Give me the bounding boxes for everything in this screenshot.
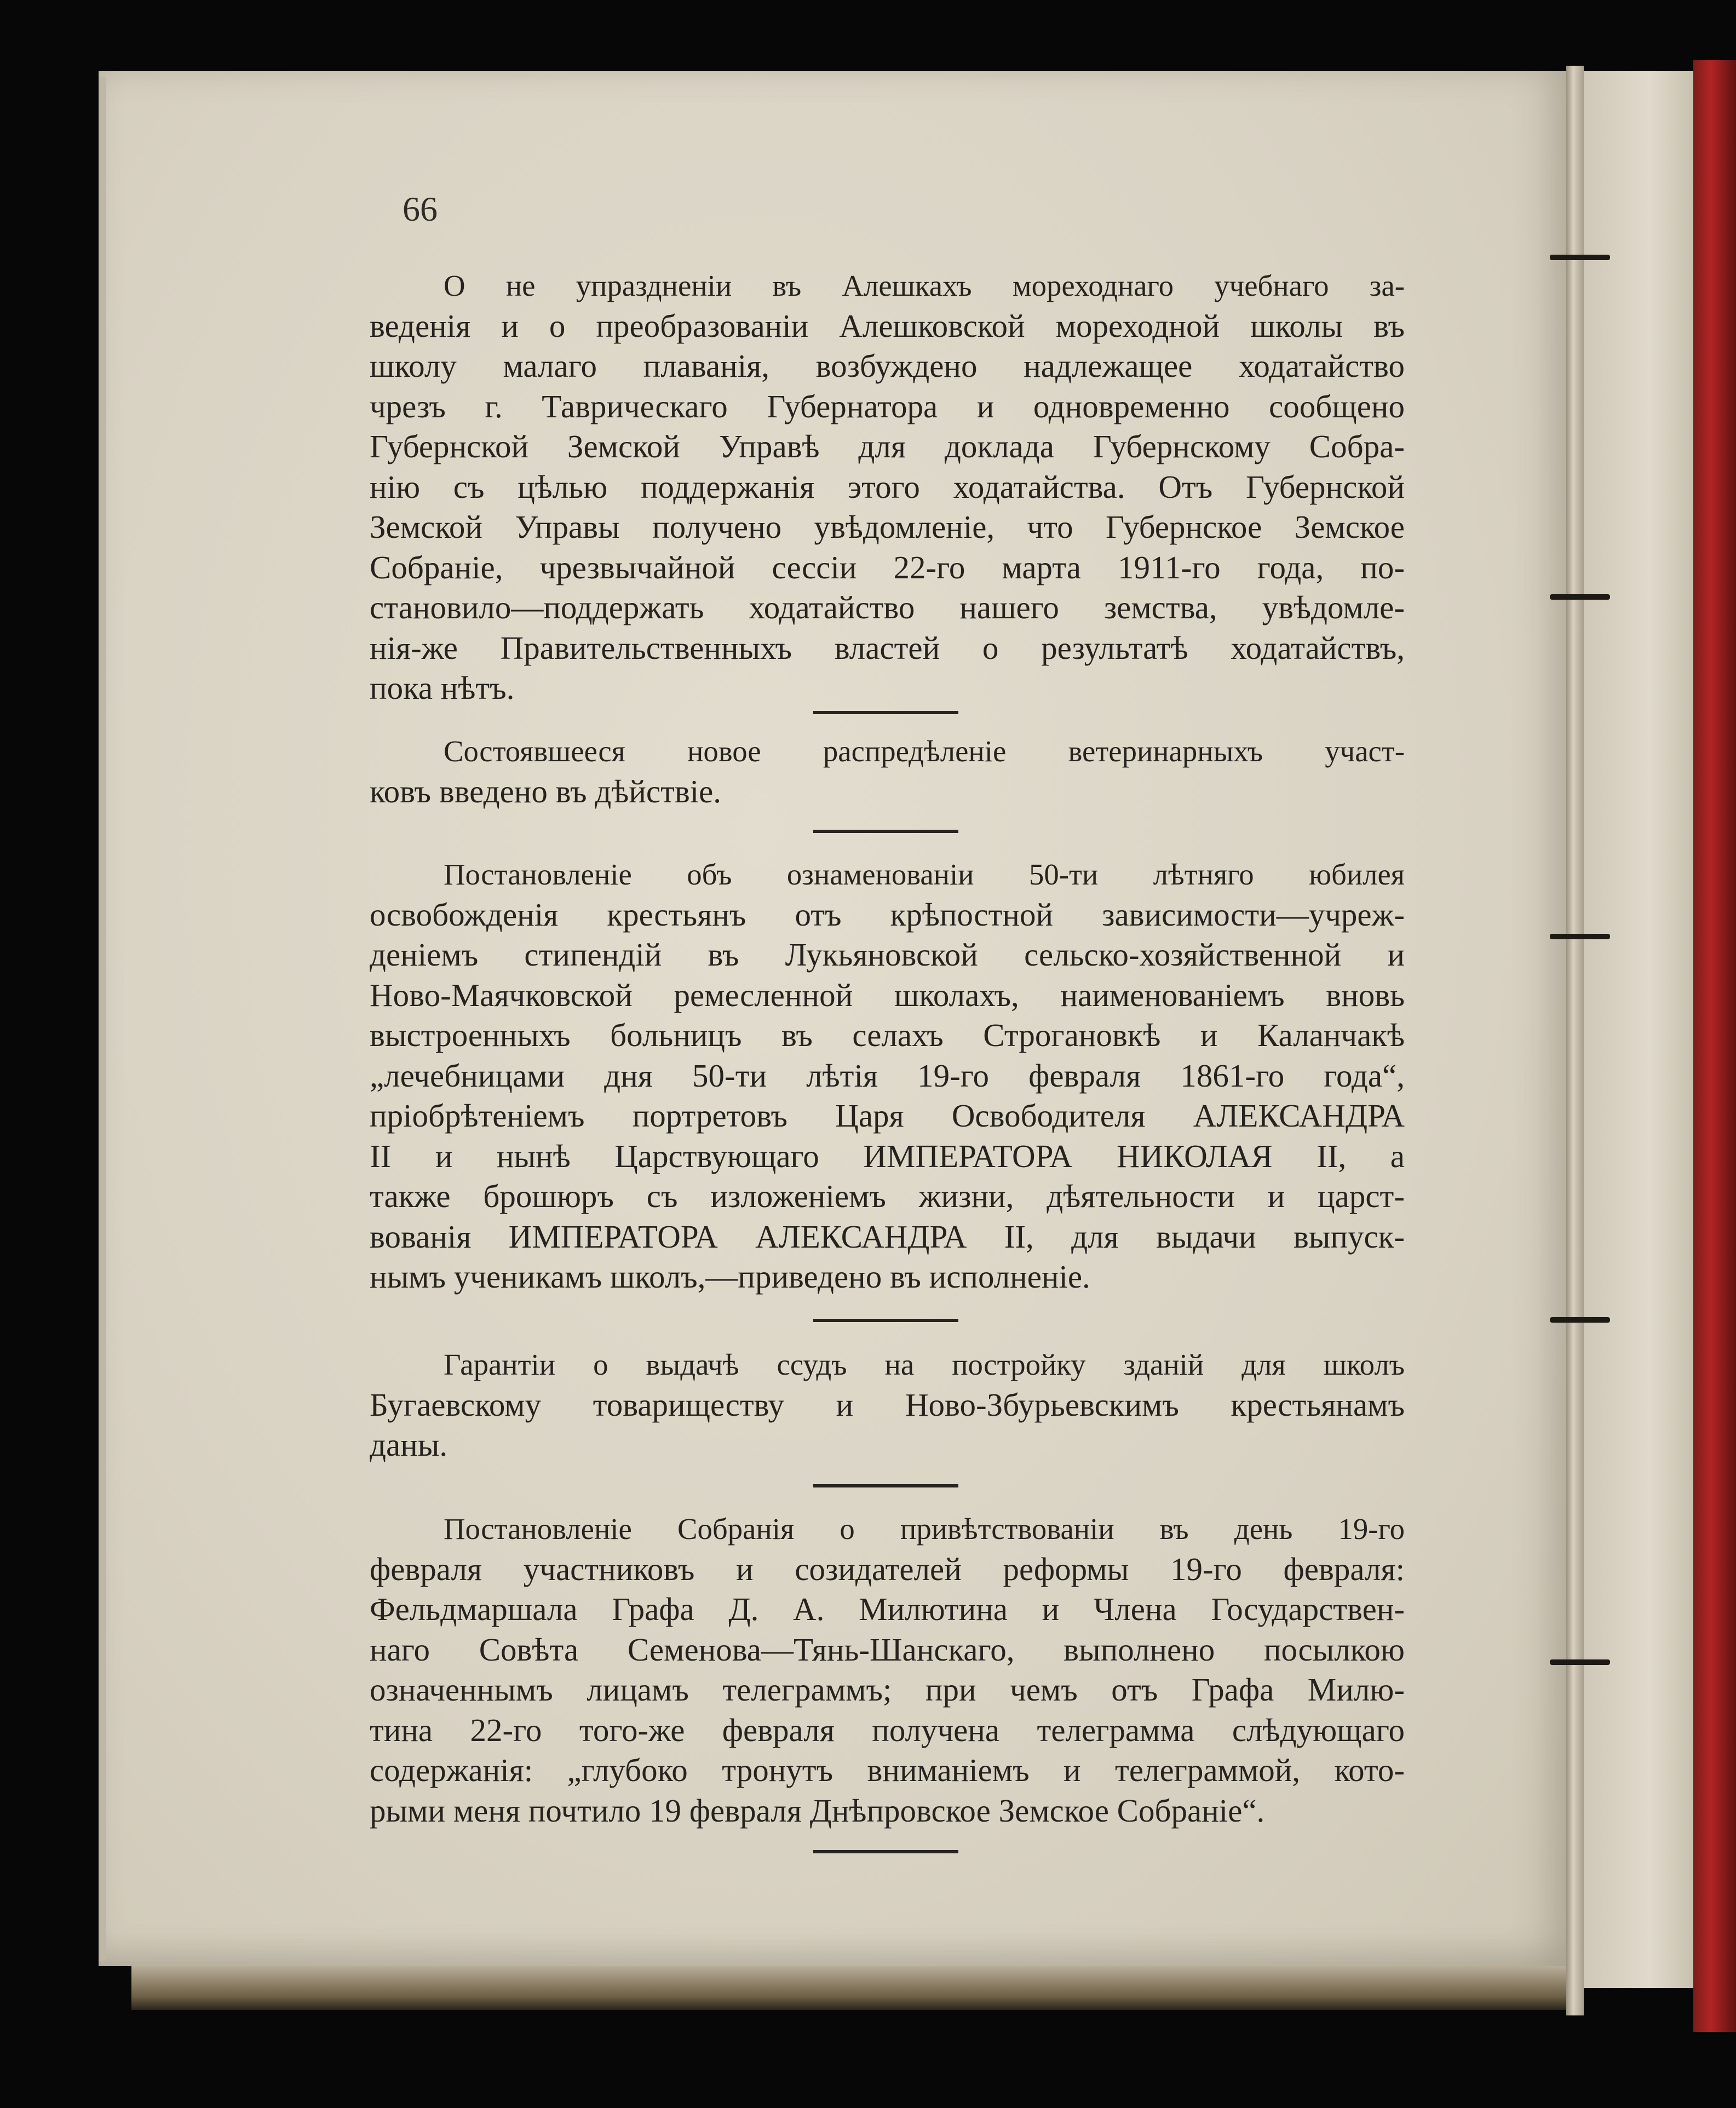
- text-line: февраля участниковъ и созидателей реформы 19-го февраля:: [370, 1550, 1405, 1587]
- text-line: Состоявшееся новое распредѣленіе ветеринарныхъ участ-: [444, 734, 1405, 768]
- text-line: Бугаевскому товариществу и Ново-Збурьевскимъ крестьянамъ: [370, 1386, 1405, 1423]
- text-line: Земской Управы получено увѣдомленіе, что Губернское Земское: [370, 509, 1405, 545]
- text-line: Губернской Земской Управѣ для доклада Губернскому Собра-: [370, 428, 1405, 464]
- text-line: Ново-Маячковской ремесленной школахъ, наименованіемъ вновь: [370, 977, 1405, 1013]
- page-number: 66: [403, 189, 438, 228]
- text-line: пріобрѣтеніемъ портретовъ Царя Освободителя АЛЕКСАНДРА: [370, 1098, 1405, 1134]
- text-line: II и нынѣ Царствующаго ИМПЕРАТОРА НИКОЛАЯ II, а: [370, 1138, 1405, 1174]
- text-line: нымъ ученикамъ школъ,—приведено въ исполненіе.: [370, 1259, 1090, 1295]
- text-line: пока нѣтъ.: [370, 670, 515, 706]
- page-edge: [99, 77, 106, 1961]
- text-line: нію съ цѣлью поддержанія этого ходатайства. Отъ Губернской: [370, 468, 1405, 505]
- paragraph-jubilee: [370, 854, 1405, 1297]
- binding-stitch: [1550, 934, 1610, 939]
- text-line: также брошюръ съ изложеніемъ жизни, дѣятельности и царст-: [370, 1178, 1405, 1214]
- text-line: ковъ введено въ дѣйствіе.: [370, 773, 722, 809]
- red-cover-edge: [1693, 60, 1736, 2032]
- binding-stitch: [1550, 1317, 1610, 1323]
- section-divider: [813, 711, 958, 714]
- text-line: веденія и о преобразованіи Алешковской мореходной школы въ: [370, 307, 1405, 344]
- text-line: Постановленіе Собранія о привѣтствованіи въ день 19-го: [444, 1512, 1405, 1546]
- book-spine: [1566, 66, 1584, 2015]
- paragraph-loans: [370, 1345, 1405, 1466]
- binding-stitch: [1550, 255, 1610, 260]
- paragraph-veterinary: [370, 731, 1405, 812]
- text-line: деніемъ стипендій въ Лукьяновской сельско-хозяйственной и: [370, 937, 1405, 973]
- paragraph-greetings: [370, 1509, 1405, 1831]
- text-line: тина 22-го того-же февраля получена телеграмма слѣдующаго: [370, 1711, 1405, 1748]
- text-line: выстроенныхъ больницъ въ селахъ Строгановкѣ и Каланчакѣ: [370, 1017, 1405, 1053]
- text-line: становило—поддержать ходатайство нашего земства, увѣдомле-: [370, 589, 1405, 625]
- paragraph-school-petition: [370, 266, 1405, 709]
- text-line: рыми меня почтило 19 февраля Днѣпровское Земское Собраніе“.: [370, 1792, 1265, 1829]
- text-line: нія-же Правительственныхъ властей о результатѣ ходатайствъ,: [370, 629, 1405, 666]
- text-line: наго Совѣта Семенова—Тянь-Шанскаго, выполнено посылкою: [370, 1631, 1405, 1668]
- text-line: О не упраздненіи въ Алешкахъ мореходнаго учебнаго за-: [444, 269, 1405, 302]
- binding-stitch: [1550, 1659, 1610, 1665]
- section-divider: [813, 1319, 958, 1322]
- text-line: содержанія: „глубоко тронутъ вниманіемъ и телеграммой, кото-: [370, 1752, 1405, 1788]
- text-line: школу малаго плаванія, возбуждено надлежащее ходатайство: [370, 348, 1405, 384]
- text-line: означеннымъ лицамъ телеграммъ; при чемъ отъ Графа Милю-: [370, 1672, 1405, 1708]
- text-line: Фельдмаршала Графа Д. А. Милютина и Члена Государствен-: [370, 1591, 1405, 1627]
- text-line: чрезъ г. Таврическаго Губернатора и одновременно сообщено: [370, 388, 1405, 424]
- text-line: „лечебницами дня 50-ти лѣтія 19-го февраля 1861-го года“,: [370, 1057, 1405, 1094]
- text-line: даны.: [370, 1427, 448, 1463]
- right-page-sliver: [1584, 71, 1693, 1988]
- text-line: вованія ИМПЕРАТОРА АЛЕКСАНДРА II, для выдачи выпуск-: [370, 1218, 1405, 1255]
- section-divider: [813, 1850, 958, 1853]
- text-line: Собраніе, чрезвычайной сессіи 22-го марта 1911-го года, по-: [370, 549, 1405, 585]
- text-line: Постановленіе объ ознаменованіи 50-ти лѣтняго юбилея: [444, 858, 1405, 891]
- text-line: Гарантіи о выдачѣ ссудъ на постройку зданій для школъ: [444, 1348, 1405, 1381]
- text-line: освобожденія крестьянъ отъ крѣпостной зависимости—учреж-: [370, 896, 1405, 933]
- page-bottom-edge: [131, 1966, 1577, 2010]
- section-divider: [813, 830, 958, 833]
- section-divider: [813, 1484, 958, 1487]
- binding-stitch: [1550, 594, 1610, 600]
